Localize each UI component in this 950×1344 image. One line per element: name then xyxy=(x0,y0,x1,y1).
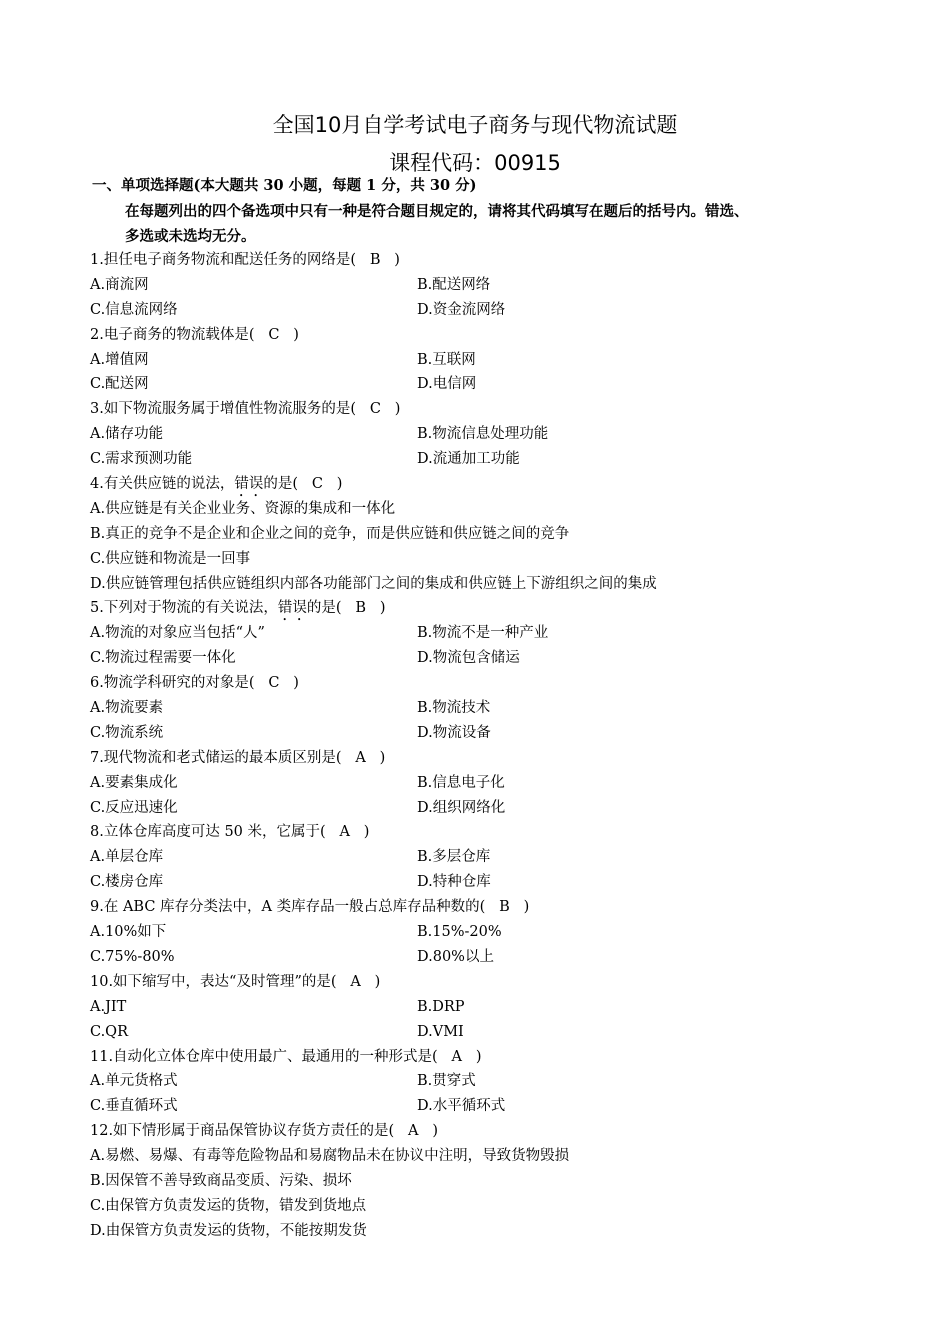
option-row xyxy=(90,995,910,1020)
question-text-tail: 的是( xyxy=(263,476,299,493)
option: B.因保管不善导致商品变质、污染、损坏 xyxy=(90,1172,352,1189)
question-stem xyxy=(90,596,910,621)
option-row xyxy=(90,497,910,522)
option: D.水平循环式 xyxy=(417,1098,506,1115)
option: D.物流包含储运 xyxy=(417,650,520,667)
option: A.单层仓库 xyxy=(90,849,164,866)
answer-gap xyxy=(326,824,340,840)
option: C.供应链和物流是一回事 xyxy=(90,550,251,567)
option: B.贯穿式 xyxy=(417,1073,476,1090)
question-emphasis: 错误 xyxy=(277,600,307,617)
question-text: 9.在 ABC 库存分类法中，A 类库存品一般占总库存品种数的( xyxy=(90,899,486,916)
option: A.JIT xyxy=(90,998,127,1015)
answer-gap xyxy=(255,675,269,691)
option-row xyxy=(90,1144,910,1169)
answer-gap xyxy=(298,476,312,492)
question-text: 3.如下物流服务属于增值性物流服务的是( xyxy=(90,401,356,418)
option: C.由保管方负责发运的货物，错发到货地点 xyxy=(90,1197,367,1214)
option-row xyxy=(90,870,910,895)
question-stem xyxy=(90,1119,910,1144)
instruction-line-2: 多选或未选均无分。 xyxy=(125,228,256,245)
option: D.流通加工功能 xyxy=(417,451,520,468)
option: D.VMI xyxy=(417,1023,464,1040)
question-stem xyxy=(90,248,910,273)
option-row xyxy=(90,447,910,472)
question-text: 5.下列对于物流的有关说法， xyxy=(90,600,278,617)
question-text: 4.有关供应链的说法， xyxy=(90,476,235,493)
option-row xyxy=(90,522,910,547)
question-text: 6.物流学科研究的对象是( xyxy=(90,675,255,692)
option: B.真正的竞争不是企业和企业之间的竞争，而是供应链和供应链之间的竞争 xyxy=(90,525,570,542)
answer-paren: ) xyxy=(380,252,400,268)
answer-gap xyxy=(342,750,356,766)
question-stem xyxy=(90,472,910,497)
option-row xyxy=(90,273,910,298)
option-row xyxy=(90,1020,910,1045)
answer-gap xyxy=(342,600,356,616)
option: D.特种仓库 xyxy=(417,874,491,891)
option: C.75%-80% xyxy=(90,948,175,965)
answer-letter: B xyxy=(499,899,510,916)
option-row xyxy=(90,696,910,721)
option-row xyxy=(90,1169,910,1194)
option: C.配送网 xyxy=(90,376,149,393)
option: B.信息电子化 xyxy=(417,774,505,791)
option: B.互联网 xyxy=(417,351,476,368)
option-row xyxy=(90,721,910,746)
option: B.物流信息处理功能 xyxy=(417,426,549,443)
question-text: 8.立体仓库高度可达 50 米，它属于( xyxy=(90,824,326,841)
option-row xyxy=(90,298,910,323)
option: C.反应迅速化 xyxy=(90,799,178,816)
option: C.物流系统 xyxy=(90,724,164,741)
question-emphasis: 错误 xyxy=(234,476,264,493)
question-text: 11.自动化立体仓库中使用最广、最通用的一种形式是( xyxy=(90,1048,438,1065)
question-stem xyxy=(90,820,910,845)
option: A.易燃、易爆、有毒等危险物品和易腐物品未在协议中注明，导致货物毁损 xyxy=(90,1148,570,1165)
option: D.资金流网络 xyxy=(417,301,506,318)
option-row xyxy=(90,372,910,397)
answer-paren: ) xyxy=(360,973,381,990)
option-row xyxy=(90,572,910,597)
answer-letter: A xyxy=(355,749,366,766)
answer-gap xyxy=(356,252,370,268)
question-text: 2.电子商务的物流载体是( xyxy=(90,326,255,343)
option: A.要素集成化 xyxy=(90,774,178,791)
option: A.单元货格式 xyxy=(90,1073,178,1090)
question-text-tail: 的是( xyxy=(306,600,342,617)
question-stem xyxy=(90,671,910,696)
option-row xyxy=(90,1094,910,1119)
question-text: 7.现代物流和老式储运的最本质区别是( xyxy=(90,749,342,766)
option-row xyxy=(90,920,910,945)
answer-paren: ) xyxy=(279,675,299,692)
question-stem xyxy=(90,397,910,422)
answer-gap xyxy=(394,1123,408,1139)
answer-paren: ) xyxy=(380,401,401,418)
option-row xyxy=(90,348,910,373)
question-stem xyxy=(90,746,910,771)
instruction-line-1: 在每题列出的四个备选项中只有一种是符合题目规定的，请将其代码填写在题后的括号内。错选、 xyxy=(125,203,749,220)
answer-letter: A xyxy=(451,1048,463,1065)
answer-letter: A xyxy=(350,973,361,990)
answer-paren: ) xyxy=(418,1123,439,1140)
answer-gap xyxy=(438,1049,452,1065)
answer-letter: B xyxy=(369,252,381,268)
option: D.组织网络化 xyxy=(417,799,506,816)
answer-letter: C xyxy=(311,476,323,493)
answer-paren: ) xyxy=(366,600,386,617)
option: D.80%以上 xyxy=(417,948,494,965)
option: D.由保管方负责发运的货物，不能按期发货 xyxy=(90,1222,367,1239)
option: A.商流网 xyxy=(90,276,149,293)
answer-gap xyxy=(485,899,499,915)
option: A.物流的对象应当包括“人” xyxy=(90,625,265,642)
question-text: 1.担任电子商务物流和配送任务的网络是( xyxy=(90,252,356,268)
option-row xyxy=(90,845,910,870)
answer-letter: C xyxy=(268,675,280,692)
option: A.物流要素 xyxy=(90,700,164,717)
answer-letter: A xyxy=(408,1123,419,1140)
answer-gap xyxy=(255,327,269,343)
question-stem xyxy=(90,323,910,348)
answer-paren: ) xyxy=(462,1048,482,1065)
answer-paren: ) xyxy=(509,899,530,916)
answer-paren: ) xyxy=(365,749,386,766)
option-row xyxy=(90,796,910,821)
option: C.QR xyxy=(90,1023,128,1040)
option-row xyxy=(90,1219,910,1244)
option: A.增值网 xyxy=(90,351,149,368)
option-row xyxy=(90,945,910,970)
option: C.信息流网络 xyxy=(90,301,178,318)
option: C.物流过程需要一体化 xyxy=(90,650,236,667)
option-row xyxy=(90,646,910,671)
option: C.垂直循环式 xyxy=(90,1098,178,1115)
answer-letter: A xyxy=(339,824,350,841)
option-row xyxy=(90,547,910,572)
answer-gap xyxy=(337,974,351,990)
exam-title: 全国10月自学考试电子商务与现代物流试题 xyxy=(272,113,678,137)
option-row xyxy=(90,621,910,646)
answer-letter: B xyxy=(355,600,366,617)
section-heading: 一、单项选择题(本大题共 30 小题，每题 1 分，共 30 分) xyxy=(92,177,477,194)
option: A.储存功能 xyxy=(90,426,164,443)
course-code: 课程代码：00915 xyxy=(389,151,561,175)
option: B.DRP xyxy=(417,998,465,1015)
question-stem xyxy=(90,970,910,995)
option-row xyxy=(90,771,910,796)
option: B.15%-20% xyxy=(417,924,502,941)
option: D.供应链管理包括供应链组织内部各功能部门之间的集成和供应链上下游组织之间的集成 xyxy=(90,575,657,592)
option: D.电信网 xyxy=(417,376,477,393)
option: C.楼房仓库 xyxy=(90,874,164,891)
question-stem xyxy=(90,895,910,920)
option: B.配送网络 xyxy=(417,276,491,293)
option: A.供应链是有关企业业务、资源的集成和一体化 xyxy=(90,500,396,517)
answer-letter: C xyxy=(268,326,280,343)
option: B.物流不是一种产业 xyxy=(417,625,549,642)
question-text: 12.如下情形属于商品保管协议存货方责任的是( xyxy=(90,1123,395,1140)
question-list xyxy=(90,248,910,1244)
option-row xyxy=(90,422,910,447)
answer-paren: ) xyxy=(279,326,299,343)
option: B.物流技术 xyxy=(417,700,491,717)
option: A.10%如下 xyxy=(90,924,167,941)
answer-paren: ) xyxy=(322,476,343,493)
option-row xyxy=(90,1194,910,1219)
option: D.物流设备 xyxy=(417,724,491,741)
option: C.需求预测功能 xyxy=(90,451,193,468)
answer-paren: ) xyxy=(349,824,370,841)
option: B.多层仓库 xyxy=(417,849,491,866)
option-row xyxy=(90,1069,910,1094)
answer-letter: C xyxy=(369,401,381,418)
question-stem xyxy=(90,1045,910,1070)
question-text: 10.如下缩写中，表达“及时管理”的是( xyxy=(90,973,337,990)
answer-gap xyxy=(356,401,370,417)
